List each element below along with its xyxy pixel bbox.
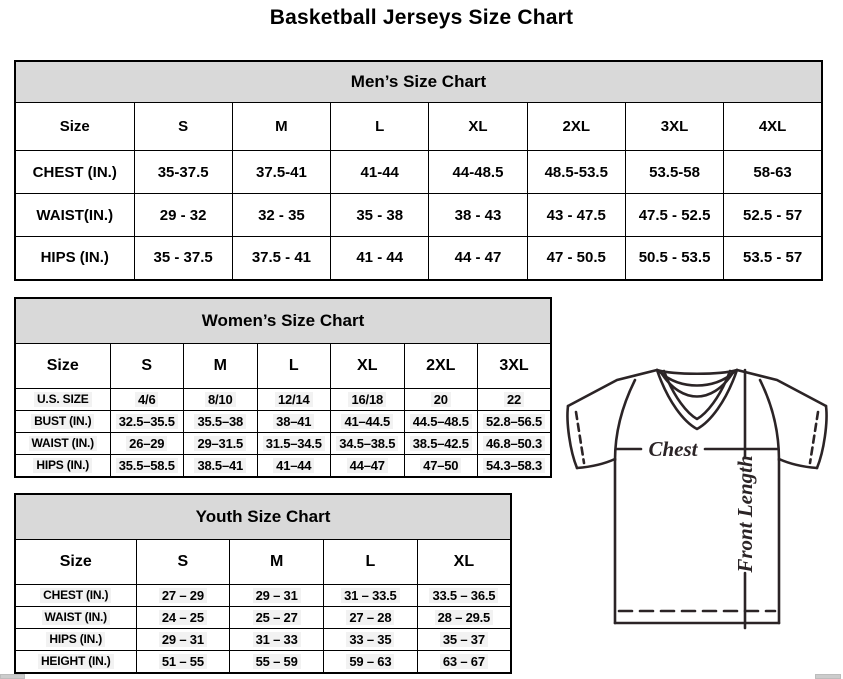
size-value: 24 – 25 [159,610,207,625]
collar-top-edge [657,370,737,374]
table-row [15,151,822,194]
chest-label: Chest [648,437,698,461]
size-value: 35.5–38 [194,414,246,429]
table-row [15,194,822,237]
size-value: 47–50 [420,458,461,473]
front-length-label: Front Length [733,455,757,573]
size-value: 41–44 [273,458,314,473]
size-value: 34.5–38.5 [336,436,398,451]
youth-size-table [14,493,512,674]
jersey-diagram-svg [556,360,838,638]
table-title: Men’s Size Chart [15,61,822,103]
column-header: L [257,344,331,389]
row-label: HIPS (IN.) [40,249,109,267]
size-value: 31.5–34.5 [263,436,325,451]
size-value: 53.5 - 57 [742,249,803,267]
column-header: M [232,103,330,151]
size-value: 47 - 50.5 [546,249,606,267]
size-value: 44-48.5 [452,163,504,181]
size-value: 44–47 [347,458,388,473]
size-value: 35 - 37.5 [153,249,213,267]
size-value: 20 [431,392,451,407]
column-header: S [136,540,230,585]
size-value: 8/10 [205,392,236,407]
column-header: M [230,540,324,585]
size-value: 38.5–42.5 [410,436,472,451]
size-value: 43 - 47.5 [546,206,606,224]
size-value: 37.5 - 41 [251,249,312,267]
row-label: HIPS (IN.) [33,458,92,473]
table-title: Youth Size Chart [15,494,511,540]
size-value: 58-63 [753,163,792,181]
size-value: 38.5–41 [194,458,246,473]
size-value: 31 – 33.5 [341,588,399,603]
column-header: Size [15,540,136,585]
womens-size-table [14,297,552,478]
table-row [15,433,551,455]
table-row [15,411,551,433]
column-header: L [331,103,429,151]
column-header: 2XL [527,103,625,151]
size-value: 52.8–56.5 [483,414,545,429]
size-value: 27 – 29 [159,588,207,603]
column-header: 3XL [478,344,552,389]
size-value: 4/6 [135,392,158,407]
size-value: 28 – 29.5 [435,610,493,625]
column-header: Size [15,103,134,151]
column-header: L [324,540,418,585]
column-header: S [134,103,232,151]
size-value: 25 – 27 [253,610,301,625]
table-row [15,629,511,651]
size-value: 63 – 67 [440,654,488,669]
column-header: M [184,344,258,389]
size-value: 22 [504,392,524,407]
size-value: 44 - 47 [454,249,502,267]
size-value: 46.8–50.3 [483,436,545,451]
table-row [15,585,511,607]
size-value: 33.5 – 36.5 [429,588,498,603]
size-value: 38–41 [273,414,314,429]
table-row [15,237,822,280]
row-label: U.S. SIZE [34,392,92,407]
row-label: WAIST (IN.) [29,436,97,451]
size-value: 55 – 59 [253,654,301,669]
size-value: 54.3–58.3 [483,458,545,473]
jersey-outline [567,370,826,628]
size-value: 41 - 44 [356,249,404,267]
table-row [15,389,551,411]
size-value: 29 – 31 [253,588,301,603]
row-label: WAIST(IN.) [36,206,114,224]
column-header: 3XL [625,103,723,151]
size-value: 26–29 [126,436,167,451]
column-header: XL [417,540,511,585]
row-label: CHEST (IN.) [40,588,111,603]
size-value: 29 - 32 [159,206,207,224]
size-value: 41–44.5 [341,414,393,429]
size-value: 51 – 55 [159,654,207,669]
size-value: 27 – 28 [346,610,394,625]
size-value: 35.5–58.5 [116,458,178,473]
left-shoulder-line [568,370,657,406]
size-value: 38 - 43 [454,206,502,224]
table-row [15,455,551,477]
column-header: 4XL [724,103,822,151]
size-value: 35-37.5 [157,163,209,181]
size-value: 37.5-41 [255,163,307,181]
scrollbar-fragment-left[interactable] [0,674,25,679]
size-value: 59 – 63 [346,654,394,669]
size-value: 32 - 35 [258,206,305,224]
size-value: 33 – 35 [346,632,394,647]
size-value: 12/14 [275,392,313,407]
right-shoulder-line [737,370,826,406]
left-cuff-dashed-line [576,412,584,463]
scrollbar-fragment-right[interactable] [815,674,841,679]
table-row [15,651,511,673]
size-value: 29 – 31 [159,632,207,647]
row-label: WAIST (IN.) [42,610,110,625]
jersey-measurement-diagram [556,360,838,638]
size-value: 31 – 33 [253,632,301,647]
row-label: HEIGHT (IN.) [38,654,114,669]
size-value: 53.5-58 [649,163,700,181]
column-header: Size [15,344,110,389]
vneck-inner [664,371,730,419]
column-header: 2XL [404,344,478,389]
size-value: 32.5–35.5 [116,414,178,429]
right-cuff-dashed-line [810,412,818,463]
column-header: XL [331,344,405,389]
size-value: 44.5–48.5 [410,414,472,429]
row-label: HIPS (IN.) [46,632,105,647]
size-value: 29–31.5 [194,436,246,451]
row-label: CHEST (IN.) [32,163,117,181]
page-title: Basketball Jerseys Size Chart [269,6,574,29]
row-label: BUST (IN.) [31,414,94,429]
size-value: 48.5-53.5 [544,163,608,181]
mens-size-table [14,60,823,281]
table-row [15,607,511,629]
size-value: 16/18 [348,392,386,407]
size-value: 47.5 - 52.5 [638,206,711,224]
table-title: Women’s Size Chart [15,298,551,344]
size-value: 52.5 - 57 [742,206,803,224]
column-header: S [110,344,184,389]
column-header: XL [429,103,527,151]
size-value: 35 – 37 [440,632,488,647]
size-value: 50.5 - 53.5 [638,249,711,267]
size-value: 35 - 38 [356,206,404,224]
size-value: 41-44 [360,163,399,181]
